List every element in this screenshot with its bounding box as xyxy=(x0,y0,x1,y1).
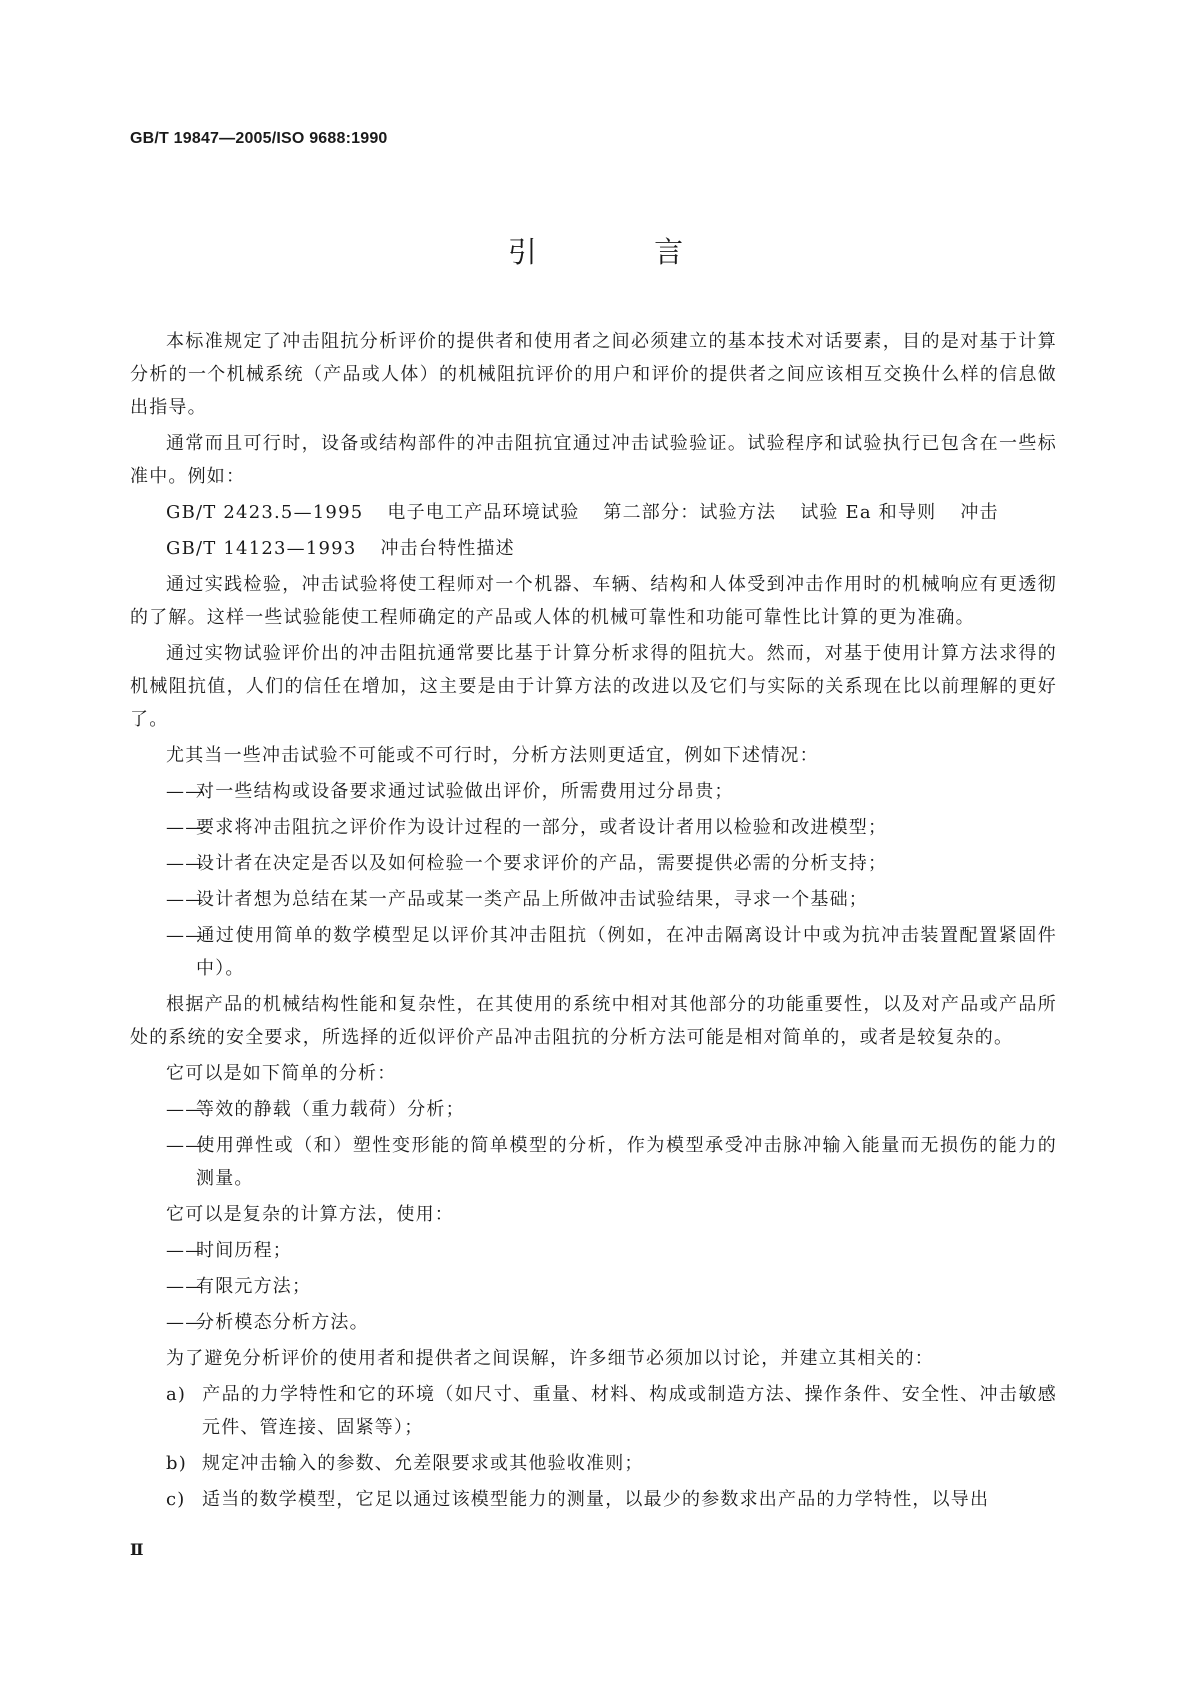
list-item xyxy=(130,811,1057,844)
paragraph-scope: 本标准规定了冲击阻抗分析评价的提供者和使用者之间必须建立的基本技术对话要素，目的是对基于计算分析的一个机械系统（产品或人体）的机械阻抗评价的用户和评价的提供者之间应该相互交换什么样的信息做出指导。 xyxy=(130,331,1057,418)
list-item xyxy=(130,775,1057,808)
lettered-item xyxy=(130,1483,1057,1516)
list-item-text: 使用弹性或（和）塑性变形能的简单模型的分析，作为模型承受冲击脉冲输入能量而无损伤的能力的测量。 xyxy=(196,1135,1057,1189)
list-item-text: 对一些结构或设备要求通过试验做出评价，所需费用过分昂贵； xyxy=(196,781,734,802)
dash-mark: —— xyxy=(166,1312,205,1333)
reference-title-part: 冲击 xyxy=(960,502,999,523)
reference-title-part: 试验 Ea 和导则 xyxy=(800,502,937,523)
list-item-text: 设计者在决定是否以及如何检验一个要求评价的产品，需要提供必需的分析支持； xyxy=(196,853,888,874)
paragraph-details-intro: 为了避免分析评价的使用者和提供者之间误解，许多细节必须加以讨论，并建立其相关的： xyxy=(166,1348,934,1369)
dash-mark: —— xyxy=(166,1135,205,1156)
paragraph-simple-intro: 它可以是如下简单的分析： xyxy=(166,1063,397,1084)
page-title: 引 言 xyxy=(507,235,738,269)
list-item-text: 要求将冲击阻抗之评价作为设计过程的一部分，或者设计者用以检验和改进模型； xyxy=(196,817,888,838)
dash-mark: —— xyxy=(166,889,205,910)
list-item xyxy=(130,1306,1057,1339)
list-item-text: 设计者想为总结在某一产品或某一类产品上所做冲击试验结果，寻求一个基础； xyxy=(196,889,868,910)
reference-title-part: 冲击台特性描述 xyxy=(380,538,515,559)
item-text: 产品的力学特性和它的环境（如尺寸、重量、材料、构成或制造方法、操作条件、安全性、冲击敏感元件、管连接、固紧等）； xyxy=(202,1384,1057,1438)
paragraph-complexity: 根据产品的机械结构性能和复杂性，在其使用的系统中相对其他部分的功能重要性，以及对产品或产品所处的系统的安全要求，所选择的近似评价产品冲击阻抗的分析方法可能是相对简单的，或者是较复杂的。 xyxy=(130,994,1057,1048)
list-item xyxy=(130,883,1057,916)
list-item-text: 等效的静载（重力载荷）分析； xyxy=(196,1099,465,1120)
lettered-item xyxy=(130,1378,1057,1444)
page-number: Ⅱ xyxy=(130,1540,144,1559)
paragraph-testing: 通常而且可行时，设备或结构部件的冲击阻抗宜通过冲击试验验证。试验程序和试验执行已包含在一些标准中。例如： xyxy=(130,433,1057,487)
paragraph-situations-intro: 尤其当一些冲击试验不可能或不可行时，分析方法则更适宜，例如下述情况： xyxy=(166,745,819,766)
list-item xyxy=(130,1093,1057,1126)
item-text: 规定冲击输入的参数、允差限要求或其他验收准则； xyxy=(202,1453,644,1474)
list-item xyxy=(130,919,1057,985)
paragraph-complex-intro: 它可以是复杂的计算方法，使用： xyxy=(166,1204,454,1225)
dash-mark: —— xyxy=(166,1240,205,1261)
dash-mark: —— xyxy=(166,925,205,946)
list-item xyxy=(130,1234,1057,1267)
paragraph-comparison: 通过实物试验评价出的冲击阻抗通常要比基于计算分析求得的阻抗大。然而，对基于使用计算方法求得的机械阻抗值，人们的信任在增加，这主要是由于计算方法的改进以及它们与实际的关系现在比以前理解的更好了。 xyxy=(130,643,1057,730)
list-item-text: 分析模态分析方法。 xyxy=(196,1312,369,1333)
dash-mark: —— xyxy=(166,817,205,838)
list-item-text: 有限元方法； xyxy=(196,1276,312,1297)
standard-number-header: GB/T 19847—2005/ISO 9688:1990 xyxy=(130,130,388,147)
reference-code: GB/T 14123—1993 xyxy=(166,538,357,559)
document-body xyxy=(130,325,1057,1519)
dash-mark: —— xyxy=(166,853,205,874)
item-marker: c) xyxy=(166,1489,186,1510)
item-text: 适当的数学模型，它足以通过该模型能力的测量，以最少的参数求出产品的力学特性，以导出 xyxy=(202,1489,990,1510)
reference-item xyxy=(130,496,1057,529)
reference-title-part: 第二部分：试验方法 xyxy=(603,502,777,523)
lettered-item xyxy=(130,1447,1057,1480)
paragraph-practice: 通过实践检验，冲击试验将使工程师对一个机器、车辆、结构和人体受到冲击作用时的机械响应有更透彻的了解。这样一些试验能使工程师确定的产品或人体的机械可靠性和功能可靠性比计算的更为准确。 xyxy=(130,574,1057,628)
list-item-text: 时间历程； xyxy=(196,1240,292,1261)
list-item xyxy=(130,1270,1057,1303)
dash-mark: —— xyxy=(166,1276,205,1297)
list-item xyxy=(130,847,1057,880)
item-marker: b) xyxy=(166,1453,187,1474)
reference-title-part: 电子电工产品环境试验 xyxy=(387,502,580,523)
reference-code: GB/T 2423.5—1995 xyxy=(166,502,364,523)
list-item-text: 通过使用简单的数学模型足以评价其冲击阻抗（例如，在冲击隔离设计中或为抗冲击装置配置紧固件中）。 xyxy=(196,925,1057,979)
item-marker: a) xyxy=(166,1384,187,1405)
reference-item xyxy=(130,532,1057,565)
dash-mark: —— xyxy=(166,781,205,802)
list-item xyxy=(130,1129,1057,1195)
dash-mark: —— xyxy=(166,1099,205,1120)
